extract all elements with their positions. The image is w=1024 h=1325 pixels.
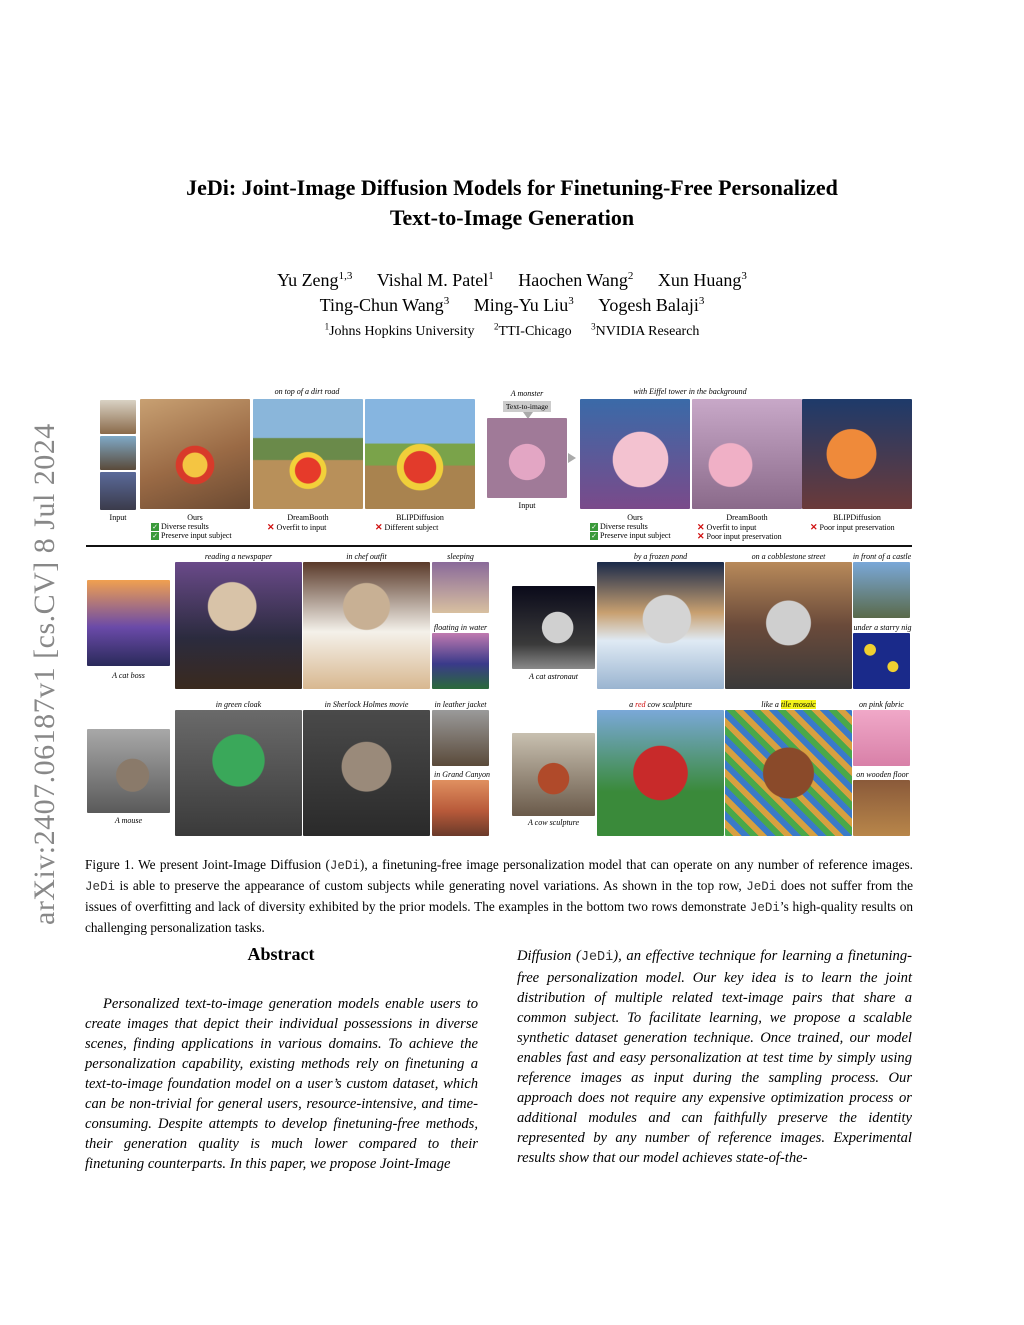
mouse-green-cloak-image [175, 710, 302, 836]
prompt-label: in chef outfit [346, 552, 387, 561]
prompt-label: by a frozen pond [633, 552, 688, 561]
input-image-car-3 [100, 472, 136, 510]
authors-row-1 [0, 270, 1024, 291]
arxiv-stamp: arXiv:2407.06187v1 [cs.CV] 8 Jul 2024 [28, 423, 61, 925]
author: Haochen Wang$^2$ [518, 270, 634, 290]
cross-icon: ✕ [697, 522, 705, 532]
input-label: Input [109, 513, 127, 522]
input-image-car-1 [100, 400, 136, 434]
input-prompt-label: A mouse [114, 816, 143, 825]
dreambooth-con-1: ✕ Overfit to input [697, 522, 757, 532]
cow-pink-fabric-image [853, 710, 910, 766]
cross-icon: ✕ [375, 522, 383, 532]
cat-boss-input-image [87, 580, 170, 666]
cow-wooden-floor-image [853, 780, 910, 836]
ours-car-image-1 [140, 399, 250, 509]
prompt-label: in front of a castle [852, 552, 912, 561]
blipdiffusion-label: BLIPDiffusion [396, 513, 444, 522]
abstract-heading: Abstract [247, 944, 315, 964]
prompt-label: in green cloak [215, 700, 262, 709]
ours-label: Ours [187, 513, 203, 522]
cross-icon: ✕ [697, 531, 705, 541]
cat-astronaut-input-image [512, 586, 595, 669]
arrow-right-icon [568, 453, 576, 463]
ours-pro-1: ✓ Diverse results [591, 522, 648, 532]
cat-sleeping-image [432, 562, 489, 613]
dreambooth-car-image [365, 399, 475, 509]
prompt-label: reading a newspaper [204, 552, 273, 561]
ours-pro-2: ✓ Preserve input subject [591, 531, 671, 541]
input-prompt-label: A cat astronaut [529, 672, 578, 681]
blip-con: ✕ Poor input preservation [810, 522, 895, 532]
author: Yogesh Balaji$^3$ [598, 295, 705, 315]
mouse-grand-canyon-image [432, 780, 489, 836]
cow-tile-mosaic-image [725, 710, 852, 836]
cross-icon: ✕ [810, 522, 818, 532]
prompt-label: a red cow sculpture [629, 700, 692, 709]
mouse-leather-jacket-image [432, 710, 489, 766]
prompt-label: sleeping [447, 552, 474, 561]
check-icon: ✓ [152, 523, 158, 532]
affiliation: $^1$Johns Hopkins University [324, 321, 475, 339]
ours-car-image-2 [253, 399, 363, 509]
prompt-label: on a cobblestone street [751, 552, 826, 561]
input-prompt-label: A cat boss [112, 671, 145, 680]
prompt-label: on wooden floor [856, 770, 909, 779]
abstract-right-column: Diffusion (JeDi), an effective technique for learning a finetuning-free personalization model. Our key idea is to learn the joint distribution of multiple related text-image pairs that share a common subject. To facilitate learning, we propose a scalable synthetic dataset generation technique. Once trained, our model enables fast and easy personalization at test time by simply using reference images as input during the sampling process. Our approach does not require any expensive optimization process or additional modules and can faithfully preserve the identity represented by any number of reference images. Experimental results show that our model achieves state-of-the- [517, 948, 913, 1166]
author: Yu Zeng$^{1,3}$ [277, 270, 353, 290]
prompt-label: with Eiffel tower in the background [633, 387, 747, 396]
prompt-label: on top of a dirt road [274, 387, 340, 396]
prompt-label: in leather jacket [434, 700, 487, 709]
affiliation: $^3$NVIDIA Research [591, 321, 700, 339]
ours-monster-image-2 [692, 399, 802, 509]
dreambooth-label: DreamBooth [287, 513, 329, 522]
prompt-label: in Sherlock Holmes movie [324, 700, 409, 709]
prompt-label: like a tile mosaic [761, 700, 816, 709]
figure-divider [86, 545, 912, 547]
author: Vishal M. Patel$^1$ [376, 270, 494, 290]
affiliations [0, 321, 1024, 340]
cat-starry-night-image [853, 633, 910, 689]
blip-con: ✕ Different subject [375, 522, 439, 532]
cat-newspaper-image [175, 562, 302, 689]
prompt-label: under a starry nig [853, 623, 912, 632]
cow-red-sculpture-image [597, 710, 724, 836]
input-prompt-label: A cow sculpture [527, 818, 580, 827]
abstract-left-column: Personalized text-to-image generation models enable users to create images that depict their individual possessions in diverse scenes, finding applications in various domains. To achieve the personalization capability, existing methods rely on finetuning a text-to-image foundation model on a user’s custom dataset, which can be non-trivial for general users, resource-intensive, and time-consuming. Despite attempts to develop finetuning-free methods, their generation quality is much lower compared to their finetuning counterparts. In this paper, we propose Joint-Image [85, 996, 478, 1172]
monster-input-image [487, 418, 567, 498]
cow-input-image [512, 733, 595, 816]
ours-label: Ours [627, 513, 643, 522]
input-image-car-2 [100, 436, 136, 470]
cat-chef-image [303, 562, 430, 689]
cross-icon: ✕ [267, 522, 275, 532]
affiliation: $^2$TTI-Chicago [494, 321, 572, 339]
cat-castle-image [853, 562, 910, 618]
check-icon: ✓ [591, 523, 597, 532]
author: Ming-Yu Liu$^3$ [473, 295, 574, 315]
prompt-label: in Grand Canyon [434, 770, 490, 779]
figure-caption: Figure 1. We present Joint-Image Diffusion (JeDi), a finetuning-free image personalization model that can operate on any number of reference images. JeDi is able to preserve the appearance of custom subjects while generating novel variations. As shown in the top row, JeDi does not suffer from the issues of overfitting and lack of diversity exhibited by the prior models. The examples in the bottom two rows demonstrate JeDi’s high-quality results on challenging personalization tasks. [85, 857, 914, 935]
authors-row-2 [0, 295, 1024, 316]
dreambooth-con-2: ✕ Poor input preservation [697, 531, 782, 541]
cat-cobblestone-image [725, 562, 852, 689]
prompt-label: on pink fabric [859, 700, 904, 709]
text-to-image-badge: Text-to-image [503, 401, 551, 412]
author: Ting-Chun Wang$^3$ [319, 295, 450, 315]
ours-pro-1: ✓ Diverse results [152, 522, 209, 532]
prompt-label: floating in water [433, 623, 488, 632]
ours-monster-image-1 [580, 399, 690, 509]
title-line-2: Text-to-Image Generation [389, 205, 635, 230]
ours-pro-2: ✓ Preserve input subject [152, 531, 232, 541]
paper-title [0, 173, 1024, 233]
check-icon: ✓ [591, 532, 597, 541]
blipdiffusion-label: BLIPDiffusion [833, 513, 881, 522]
dreambooth-con: ✕ Overfit to input [267, 522, 327, 532]
title-line-1: JeDi: Joint-Image Diffusion Models for Finetuning-Free Personalized [186, 175, 838, 200]
input-prompt-label: A monster [510, 389, 544, 398]
mouse-input-image [87, 729, 170, 813]
input-label: Input [518, 501, 536, 510]
author: Xun Huang$^3$ [657, 270, 747, 290]
dreambooth-label: DreamBooth [726, 513, 768, 522]
blip-monster-image [802, 399, 912, 509]
check-icon: ✓ [152, 532, 158, 541]
cat-water-image [432, 633, 489, 689]
mouse-sherlock-image [303, 710, 430, 836]
cat-frozen-pond-image [597, 562, 724, 689]
